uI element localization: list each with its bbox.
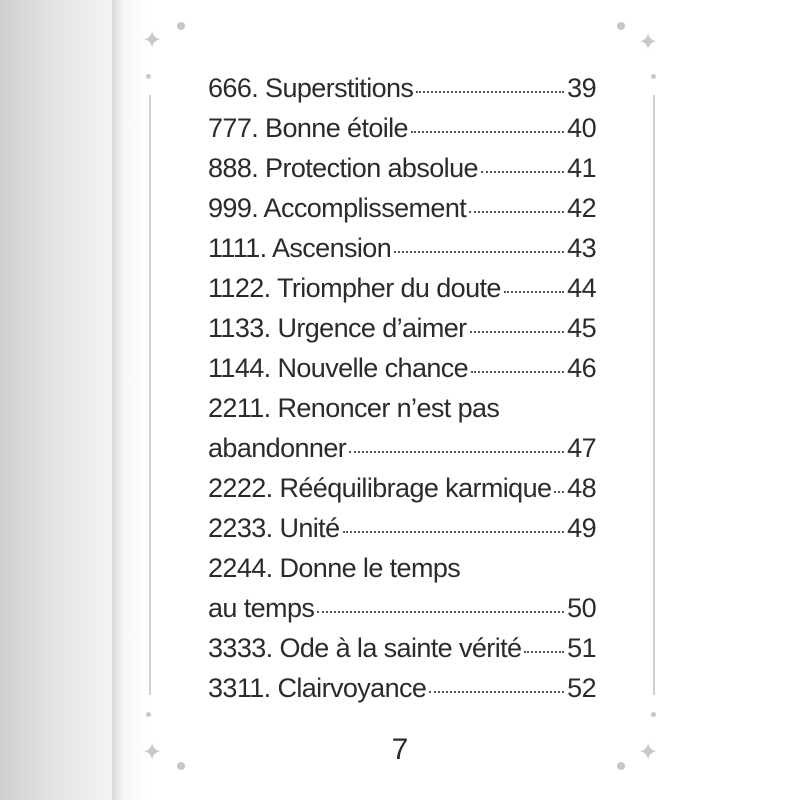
toc-line: [208, 668, 596, 708]
left-border-line: [149, 95, 151, 695]
toc-entry: [208, 228, 596, 268]
ornament-dot: [177, 22, 185, 30]
toc-entry-title: 1111. Ascension: [208, 233, 392, 263]
toc-entry: [208, 668, 596, 708]
toc-page-number: 44: [567, 273, 596, 303]
toc-entry-title: 1122. Triompher du doute: [208, 273, 501, 303]
toc-entry: [208, 148, 596, 188]
toc-page-number: 48: [567, 473, 596, 503]
dot-leader: [481, 171, 564, 173]
dot-leader: [470, 331, 565, 333]
toc-line: [208, 108, 596, 148]
dot-leader: [524, 651, 564, 653]
dot-leader: [317, 611, 564, 613]
toc-entry-title: abandonner: [208, 433, 347, 463]
dot-leader: [471, 371, 564, 373]
toc-entry-title: 999. Accomplissement: [208, 193, 467, 223]
toc-entry: [208, 388, 596, 468]
sparkle-icon: ✦: [638, 28, 659, 56]
toc-page-number: 45: [567, 313, 596, 343]
toc-entry-title: 3333. Ode à la sainte vérité: [208, 633, 522, 663]
toc-page-number: 39: [567, 73, 596, 103]
dot-leader: [343, 531, 565, 533]
toc-entry: [208, 468, 596, 508]
toc-page-number: 50: [567, 593, 596, 623]
toc-line: [208, 628, 596, 668]
toc-page-number: 41: [567, 153, 596, 183]
toc-entry: [208, 348, 596, 388]
toc-entry-title: 888. Protection absolue: [208, 153, 478, 183]
toc-page-number: 46: [567, 353, 596, 383]
dot-leader: [469, 211, 564, 213]
dot-leader: [411, 131, 564, 133]
sparkle-icon: ✦: [638, 738, 659, 766]
dot-leader: [554, 491, 564, 493]
toc-entry-title: 3311. Clairvoyance: [208, 673, 427, 703]
ornament-dot: [651, 712, 656, 717]
toc-entry-title: 2244. Donne le temps: [208, 553, 461, 583]
dot-leader: [416, 91, 564, 93]
toc-line: [208, 508, 596, 548]
sparkle-icon: ✦: [142, 738, 163, 766]
toc-page-number: 43: [567, 233, 596, 263]
toc-line: [208, 468, 596, 508]
book-gutter-shadow: [0, 0, 150, 800]
toc-entry: [208, 508, 596, 548]
toc-page-number: 51: [567, 633, 596, 663]
ornament-dot: [146, 712, 151, 717]
page-edge: [112, 0, 122, 800]
toc-line: [208, 228, 596, 268]
toc-line: [208, 388, 596, 428]
toc-line: [208, 348, 596, 388]
ornament-dot: [651, 74, 656, 79]
dot-leader: [394, 251, 564, 253]
toc-entry-title: 1133. Urgence d’aimer: [208, 313, 467, 343]
toc-line: [208, 268, 596, 308]
toc-entry: [208, 268, 596, 308]
ornament-dot: [146, 74, 151, 79]
toc-entry: [208, 108, 596, 148]
toc-page-number: 42: [567, 193, 596, 223]
toc-entry-title: au temps: [208, 593, 315, 623]
toc-page-number: 40: [567, 113, 596, 143]
toc-entry: [208, 548, 596, 628]
toc-line: [208, 148, 596, 188]
right-border-line: [653, 95, 655, 695]
toc-entry: [208, 628, 596, 668]
toc-line: [208, 548, 596, 588]
dot-leader: [504, 291, 564, 293]
ornament-dot: [617, 22, 625, 30]
toc-line: [208, 308, 596, 348]
toc-line: [208, 588, 596, 628]
toc-line: [208, 428, 596, 468]
toc-entry-title: 666. Superstitions: [208, 73, 414, 103]
table-of-contents: [208, 68, 596, 708]
toc-entry-title: 1144. Nouvelle chance: [208, 353, 469, 383]
toc-line: [208, 188, 596, 228]
toc-entry: [208, 308, 596, 348]
toc-entry-title: 2211. Renoncer n’est pas: [208, 393, 500, 423]
toc-page-number: 49: [567, 513, 596, 543]
toc-page-number: 52: [567, 673, 596, 703]
toc-entry: [208, 68, 596, 108]
page-number: 7: [391, 733, 409, 766]
toc-entry-title: 2222. Rééquilibrage karmique: [208, 473, 552, 503]
toc-page-number: 47: [567, 433, 596, 463]
toc-entry-title: 2233. Unité: [208, 513, 340, 543]
toc-line: [208, 68, 596, 108]
dot-leader: [429, 691, 564, 693]
toc-entry-title: 777. Bonne étoile: [208, 113, 408, 143]
sparkle-icon: ✦: [142, 26, 163, 54]
toc-entry: [208, 188, 596, 228]
dot-leader: [349, 451, 564, 453]
